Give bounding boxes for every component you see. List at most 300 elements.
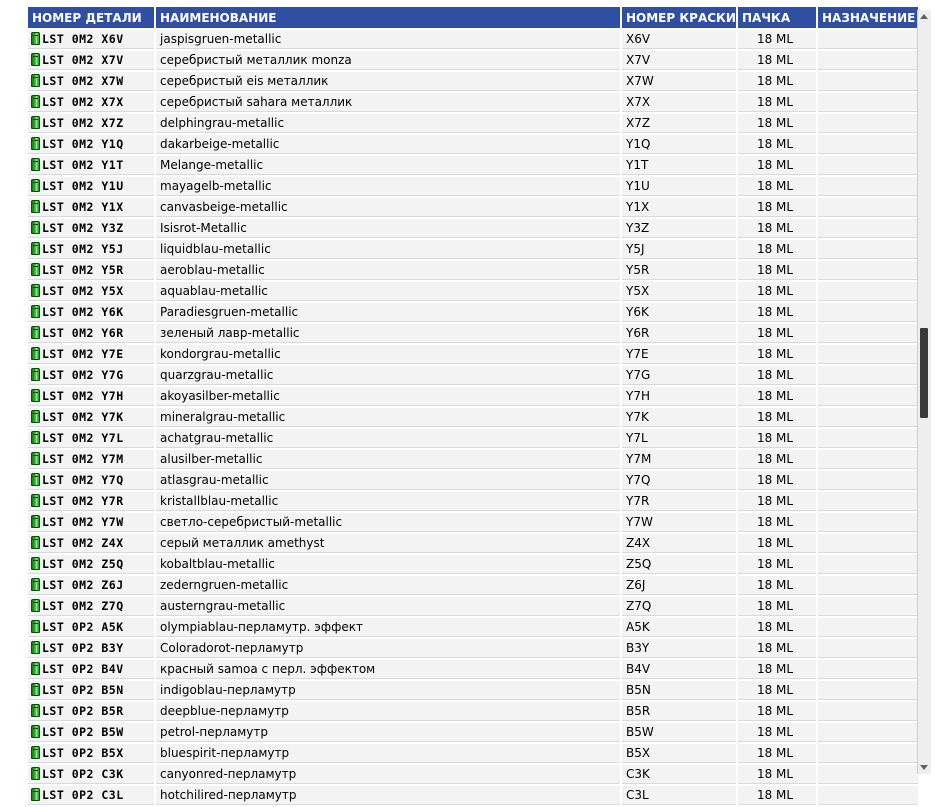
purpose-cell <box>818 492 918 511</box>
pack-cell: 18 ML <box>738 135 816 154</box>
pack-cell: 18 ML <box>738 261 816 280</box>
part-number-text[interactable]: LST 0M2 Y5X <box>42 284 124 298</box>
part-number-cell[interactable] <box>28 387 154 406</box>
paint-can-icon <box>31 683 40 696</box>
part-number-cell[interactable] <box>28 177 154 196</box>
purpose-cell <box>818 723 918 742</box>
part-number-text[interactable]: LST 0M2 Y5R <box>42 263 124 277</box>
pack-cell: 18 ML <box>738 534 816 553</box>
pack-cell: 18 ML <box>738 765 816 784</box>
part-number-text[interactable]: LST 0P2 B5W <box>42 725 124 739</box>
pack-cell: 18 ML <box>738 345 816 364</box>
part-number-text[interactable]: LST 0M2 Y5J <box>42 242 124 256</box>
table-row[interactable] <box>28 597 918 616</box>
paint-code-cell: Y7W <box>622 513 736 532</box>
part-number-cell[interactable] <box>28 471 154 490</box>
paint-name-cell: zederngruen-metallic <box>156 576 620 595</box>
paint-can-icon <box>31 410 40 423</box>
table-row[interactable] <box>28 471 918 490</box>
table-row[interactable] <box>28 156 918 175</box>
purpose-cell <box>818 450 918 469</box>
paint-code-cell: C3L <box>622 786 736 805</box>
pack-cell: 18 ML <box>738 114 816 133</box>
paint-code-cell: Y6K <box>622 303 736 322</box>
pack-cell: 18 ML <box>738 219 816 238</box>
part-number-text[interactable]: LST 0M2 Y7K <box>42 410 124 424</box>
pack-cell: 18 ML <box>738 324 816 343</box>
part-number-text[interactable]: LST 0M2 Y7Q <box>42 473 124 487</box>
pack-cell: 18 ML <box>738 282 816 301</box>
pack-cell: 18 ML <box>738 30 816 49</box>
part-number-cell[interactable] <box>28 408 154 427</box>
part-number-cell[interactable] <box>28 450 154 469</box>
paint-can-icon <box>31 305 40 318</box>
paint-code-cell: B5X <box>622 744 736 763</box>
part-number-text[interactable]: LST 0M2 Y1U <box>42 179 124 193</box>
paint-code-cell: Y7L <box>622 429 736 448</box>
pack-cell: 18 ML <box>738 240 816 259</box>
paint-can-icon <box>31 494 40 507</box>
paint-can-icon <box>31 347 40 360</box>
part-number-text[interactable]: LST 0M2 Y1X <box>42 200 124 214</box>
paint-code-cell: Y5X <box>622 282 736 301</box>
part-number-text[interactable]: LST 0M2 Y7H <box>42 389 124 403</box>
part-number-text[interactable]: LST 0P2 A5K <box>42 620 124 634</box>
paint-code-cell: X6V <box>622 30 736 49</box>
part-number-text[interactable]: LST 0M2 Y7L <box>42 431 124 445</box>
table-row[interactable] <box>28 744 918 763</box>
table-row[interactable] <box>28 219 918 238</box>
table-row[interactable] <box>28 429 918 448</box>
part-number-text[interactable]: LST 0M2 X7W <box>42 74 124 88</box>
paint-can-icon <box>31 578 40 591</box>
purpose-cell <box>818 324 918 343</box>
paint-code-cell: Y7H <box>622 387 736 406</box>
paint-code-cell: Y6R <box>622 324 736 343</box>
paint-name-cell: jaspisgruen-metallic <box>156 30 620 49</box>
table-row[interactable] <box>28 702 918 721</box>
scroll-down-arrow-icon[interactable] <box>920 765 928 770</box>
table-row[interactable] <box>28 324 918 343</box>
paint-name-cell: mineralgrau-metallic <box>156 408 620 427</box>
part-number-cell[interactable] <box>28 513 154 532</box>
purpose-cell <box>818 177 918 196</box>
purpose-cell <box>818 471 918 490</box>
part-number-cell[interactable] <box>28 786 154 805</box>
part-number-text[interactable]: LST 0M2 Z5Q <box>42 557 124 571</box>
table-row[interactable] <box>28 261 918 280</box>
table-row[interactable] <box>28 450 918 469</box>
pack-cell: 18 ML <box>738 723 816 742</box>
paint-code-cell: Y1Q <box>622 135 736 154</box>
paint-can-icon <box>31 767 40 780</box>
purpose-cell <box>818 72 918 91</box>
table-row[interactable] <box>28 786 918 805</box>
table-row[interactable] <box>28 408 918 427</box>
paint-name-cell: deepblue-перламутр <box>156 702 620 721</box>
paint-name-cell: quarzgrau-metallic <box>156 366 620 385</box>
table-row[interactable] <box>28 513 918 532</box>
purpose-cell <box>818 30 918 49</box>
table-row[interactable] <box>28 345 918 364</box>
part-number-text[interactable]: LST 0M2 X7V <box>42 53 124 67</box>
paint-can-icon <box>31 431 40 444</box>
part-number-cell[interactable] <box>28 597 154 616</box>
paint-can-icon <box>31 53 40 66</box>
paint-name-cell: светло-серебристый-metallic <box>156 513 620 532</box>
purpose-cell <box>818 51 918 70</box>
paint-name-cell: canvasbeige-metallic <box>156 198 620 217</box>
pack-cell: 18 ML <box>738 51 816 70</box>
purpose-cell <box>818 261 918 280</box>
paint-name-cell: indigoblau-перламутр <box>156 681 620 700</box>
paint-name-cell: aeroblau-metallic <box>156 261 620 280</box>
header-paint-code[interactable]: НОМЕР КРАСКИ <box>622 7 736 28</box>
paint-can-icon <box>31 452 40 465</box>
paint-code-cell: Y5R <box>622 261 736 280</box>
pack-cell: 18 ML <box>738 618 816 637</box>
pack-cell: 18 ML <box>738 198 816 217</box>
table-row[interactable] <box>28 177 918 196</box>
header-name[interactable]: НАИМЕНОВАНИЕ <box>156 7 620 28</box>
paint-table-container <box>26 7 916 802</box>
purpose-cell <box>818 219 918 238</box>
part-number-cell[interactable] <box>28 555 154 574</box>
paint-can-icon <box>31 725 40 738</box>
paint-can-icon <box>31 557 40 570</box>
vertical-scrollbar[interactable] <box>917 10 931 774</box>
paint-code-cell: X7X <box>622 93 736 112</box>
paint-name-cell: petrol-перламутр <box>156 723 620 742</box>
paint-name-cell: красный samoa с перл. эффектом <box>156 660 620 679</box>
pack-cell: 18 ML <box>738 366 816 385</box>
paint-can-icon <box>31 158 40 171</box>
paint-code-cell: Z7Q <box>622 597 736 616</box>
part-number-text[interactable]: LST 0M2 Z4X <box>42 536 124 550</box>
purpose-cell <box>818 366 918 385</box>
table-row[interactable] <box>28 576 918 595</box>
paint-code-cell: Z4X <box>622 534 736 553</box>
part-number-text[interactable]: LST 0M2 Y1T <box>42 158 124 172</box>
table-row[interactable] <box>28 198 918 217</box>
table-row[interactable] <box>28 555 918 574</box>
purpose-cell <box>818 156 918 175</box>
paint-name-cell: Isisrot-Metallic <box>156 219 620 238</box>
pack-cell: 18 ML <box>738 681 816 700</box>
paint-can-icon <box>31 263 40 276</box>
table-header-row <box>28 7 918 28</box>
pack-cell: 18 ML <box>738 513 816 532</box>
paint-can-icon <box>31 620 40 633</box>
header-pack[interactable]: ПАЧКА <box>738 7 816 28</box>
pack-cell: 18 ML <box>738 387 816 406</box>
part-number-cell[interactable] <box>28 282 154 301</box>
paint-code-cell: X7V <box>622 51 736 70</box>
purpose-cell <box>818 345 918 364</box>
purpose-cell <box>818 786 918 805</box>
table-row[interactable] <box>28 492 918 511</box>
paint-code-cell: B5W <box>622 723 736 742</box>
table-row[interactable] <box>28 30 918 49</box>
part-number-cell[interactable] <box>28 366 154 385</box>
part-number-cell[interactable] <box>28 702 154 721</box>
pack-cell: 18 ML <box>738 177 816 196</box>
purpose-cell <box>818 387 918 406</box>
paint-code-cell: Y1T <box>622 156 736 175</box>
paint-name-cell: dakarbeige-metallic <box>156 135 620 154</box>
pack-cell: 18 ML <box>738 408 816 427</box>
part-number-cell[interactable] <box>28 30 154 49</box>
part-number-cell[interactable] <box>28 219 154 238</box>
paint-can-icon <box>31 515 40 528</box>
purpose-cell <box>818 681 918 700</box>
header-part-number[interactable]: НОМЕР ДЕТАЛИ <box>28 7 154 28</box>
paint-code-cell: Y1X <box>622 198 736 217</box>
table-row[interactable] <box>28 618 918 637</box>
scrollbar-thumb[interactable] <box>920 328 928 418</box>
paint-can-icon <box>31 116 40 129</box>
paint-name-cell: akoyasilber-metallic <box>156 387 620 406</box>
paint-can-icon <box>31 473 40 486</box>
paint-can-icon <box>31 746 40 759</box>
paint-name-cell: mayagelb-metallic <box>156 177 620 196</box>
paint-can-icon <box>31 284 40 297</box>
paint-name-cell: canyonred-перламутр <box>156 765 620 784</box>
pack-cell: 18 ML <box>738 429 816 448</box>
paint-can-icon <box>31 221 40 234</box>
paint-name-cell: bluespirit-перламутр <box>156 744 620 763</box>
table-row[interactable] <box>28 639 918 658</box>
pack-cell: 18 ML <box>738 93 816 112</box>
part-number-text[interactable]: LST 0M2 Y3Z <box>42 221 124 235</box>
paint-code-cell: Y3Z <box>622 219 736 238</box>
part-number-text[interactable]: LST 0M2 Y7G <box>42 368 124 382</box>
paint-can-icon <box>31 326 40 339</box>
paint-can-icon <box>31 179 40 192</box>
purpose-cell <box>818 702 918 721</box>
part-number-text[interactable]: LST 0P2 B5R <box>42 704 124 718</box>
purpose-cell <box>818 282 918 301</box>
paint-can-icon <box>31 788 40 801</box>
pack-cell: 18 ML <box>738 72 816 91</box>
part-number-text[interactable]: LST 0P2 C3L <box>42 788 124 802</box>
paint-name-cell: alusilber-metallic <box>156 450 620 469</box>
pack-cell: 18 ML <box>738 744 816 763</box>
part-number-text[interactable]: LST 0M2 X7Z <box>42 116 124 130</box>
paint-code-cell: Z6J <box>622 576 736 595</box>
paint-code-cell: C3K <box>622 765 736 784</box>
table-row[interactable] <box>28 681 918 700</box>
pack-cell: 18 ML <box>738 786 816 805</box>
purpose-cell <box>818 639 918 658</box>
table-row[interactable] <box>28 366 918 385</box>
part-number-cell[interactable] <box>28 72 154 91</box>
part-number-cell[interactable] <box>28 534 154 553</box>
purpose-cell <box>818 114 918 133</box>
pack-cell: 18 ML <box>738 660 816 679</box>
part-number-cell[interactable] <box>28 51 154 70</box>
part-number-cell[interactable] <box>28 240 154 259</box>
scroll-up-arrow-icon[interactable] <box>920 14 928 19</box>
part-number-text[interactable]: LST 0M2 Y7E <box>42 347 124 361</box>
table-row[interactable] <box>28 282 918 301</box>
part-number-text[interactable]: LST 0M2 Z7Q <box>42 599 124 613</box>
part-number-cell[interactable] <box>28 765 154 784</box>
pack-cell: 18 ML <box>738 597 816 616</box>
paint-code-cell: B3Y <box>622 639 736 658</box>
pack-cell: 18 ML <box>738 702 816 721</box>
purpose-cell <box>818 135 918 154</box>
part-number-text[interactable]: LST 0P2 C3K <box>42 767 124 781</box>
paint-code-cell: Z5Q <box>622 555 736 574</box>
paint-can-icon <box>31 662 40 675</box>
part-number-cell[interactable] <box>28 429 154 448</box>
paint-code-cell: Y7R <box>622 492 736 511</box>
purpose-cell <box>818 408 918 427</box>
paint-code-cell: Y1U <box>622 177 736 196</box>
purpose-cell <box>818 240 918 259</box>
paint-code-cell: Y7K <box>622 408 736 427</box>
purpose-cell <box>818 765 918 784</box>
paint-name-cell: atlasgrau-metallic <box>156 471 620 490</box>
paint-name-cell: серебристый sahara металлик <box>156 93 620 112</box>
paint-code-cell: B5R <box>622 702 736 721</box>
paint-name-cell: серебристый eis металлик <box>156 72 620 91</box>
part-number-text[interactable]: LST 0M2 Y1Q <box>42 137 124 151</box>
paint-can-icon <box>31 641 40 654</box>
paint-can-icon <box>31 704 40 717</box>
table-row[interactable] <box>28 660 918 679</box>
part-number-cell[interactable] <box>28 639 154 658</box>
paint-code-cell: Y5J <box>622 240 736 259</box>
pack-cell: 18 ML <box>738 492 816 511</box>
paint-name-cell: Paradiesgruen-metallic <box>156 303 620 322</box>
part-number-text[interactable]: LST 0P2 B3Y <box>42 641 124 655</box>
part-number-text[interactable]: LST 0M2 Y7W <box>42 515 124 529</box>
paint-name-cell: зеленый лавр-metallic <box>156 324 620 343</box>
part-number-cell[interactable] <box>28 492 154 511</box>
part-number-cell[interactable] <box>28 576 154 595</box>
table-row[interactable] <box>28 72 918 91</box>
paint-name-cell: liquidblau-metallic <box>156 240 620 259</box>
paint-name-cell: серый металлик amethyst <box>156 534 620 553</box>
table-row[interactable] <box>28 723 918 742</box>
table-row[interactable] <box>28 534 918 553</box>
purpose-cell <box>818 303 918 322</box>
paint-name-cell: kobaltblau-metallic <box>156 555 620 574</box>
paint-code-cell: Y7E <box>622 345 736 364</box>
paint-can-icon <box>31 242 40 255</box>
pack-cell: 18 ML <box>738 303 816 322</box>
purpose-cell <box>818 744 918 763</box>
part-number-cell[interactable] <box>28 618 154 637</box>
part-number-text[interactable]: LST 0M2 X6V <box>42 32 124 46</box>
part-number-text[interactable]: LST 0M2 Y7R <box>42 494 124 508</box>
purpose-cell <box>818 576 918 595</box>
part-number-cell[interactable] <box>28 744 154 763</box>
part-number-text[interactable]: LST 0P2 B5X <box>42 746 124 760</box>
table-row[interactable] <box>28 93 918 112</box>
paint-code-cell: Y7G <box>622 366 736 385</box>
paint-name-cell: delphingrau-metallic <box>156 114 620 133</box>
table-row[interactable] <box>28 135 918 154</box>
pack-cell: 18 ML <box>738 450 816 469</box>
part-number-cell[interactable] <box>28 156 154 175</box>
pack-cell: 18 ML <box>738 156 816 175</box>
purpose-cell <box>818 534 918 553</box>
paint-can-icon <box>31 599 40 612</box>
paint-name-cell: austerngrau-metallic <box>156 597 620 616</box>
part-number-text[interactable]: LST 0M2 Y7M <box>42 452 124 466</box>
paint-name-cell: Coloradorot-перламутр <box>156 639 620 658</box>
paint-code-cell: A5K <box>622 618 736 637</box>
part-number-cell[interactable] <box>28 198 154 217</box>
purpose-cell <box>818 555 918 574</box>
paint-can-icon <box>31 95 40 108</box>
part-number-cell[interactable] <box>28 660 154 679</box>
part-number-text[interactable]: LST 0M2 Y6R <box>42 326 124 340</box>
part-number-cell[interactable] <box>28 681 154 700</box>
part-number-cell[interactable] <box>28 93 154 112</box>
paint-code-cell: X7W <box>622 72 736 91</box>
table-row[interactable] <box>28 765 918 784</box>
table-row[interactable] <box>28 114 918 133</box>
paint-code-cell: Y7M <box>622 450 736 469</box>
purpose-cell <box>818 618 918 637</box>
paint-name-cell: olympiablau-перламутр. эффект <box>156 618 620 637</box>
paint-code-cell: Y7Q <box>622 471 736 490</box>
part-number-cell[interactable] <box>28 324 154 343</box>
part-number-text[interactable]: LST 0M2 Z6J <box>42 578 124 592</box>
table-row[interactable] <box>28 387 918 406</box>
paint-name-cell: Melange-metallic <box>156 156 620 175</box>
part-number-cell[interactable] <box>28 135 154 154</box>
paint-can-icon <box>31 137 40 150</box>
table-row[interactable] <box>28 303 918 322</box>
paint-can-icon <box>31 368 40 381</box>
paint-can-icon <box>31 389 40 402</box>
part-number-text[interactable]: LST 0P2 B4V <box>42 662 124 676</box>
paint-name-cell: aquablau-metallic <box>156 282 620 301</box>
purpose-cell <box>818 597 918 616</box>
part-number-cell[interactable] <box>28 345 154 364</box>
purpose-cell <box>818 198 918 217</box>
purpose-cell <box>818 660 918 679</box>
pack-cell: 18 ML <box>738 555 816 574</box>
paint-name-cell: kondorgrau-metallic <box>156 345 620 364</box>
paint-name-cell: серебристый металлик monza <box>156 51 620 70</box>
paint-can-icon <box>31 32 40 45</box>
pack-cell: 18 ML <box>738 639 816 658</box>
part-number-text[interactable]: LST 0P2 B5N <box>42 683 124 697</box>
part-number-cell[interactable] <box>28 261 154 280</box>
table-row[interactable] <box>28 240 918 259</box>
paint-can-icon <box>31 200 40 213</box>
paint-name-cell: kristallblau-metallic <box>156 492 620 511</box>
table-row[interactable] <box>28 51 918 70</box>
part-number-cell[interactable] <box>28 114 154 133</box>
header-purpose[interactable]: НАЗНАЧЕНИЕ <box>818 7 918 28</box>
part-number-cell[interactable] <box>28 303 154 322</box>
part-number-text[interactable]: LST 0M2 Y6K <box>42 305 124 319</box>
pack-cell: 18 ML <box>738 576 816 595</box>
purpose-cell <box>818 429 918 448</box>
paint-name-cell: hotchilired-перламутр <box>156 786 620 805</box>
pack-cell: 18 ML <box>738 471 816 490</box>
part-number-text[interactable]: LST 0M2 X7X <box>42 95 124 109</box>
purpose-cell <box>818 513 918 532</box>
part-number-cell[interactable] <box>28 723 154 742</box>
